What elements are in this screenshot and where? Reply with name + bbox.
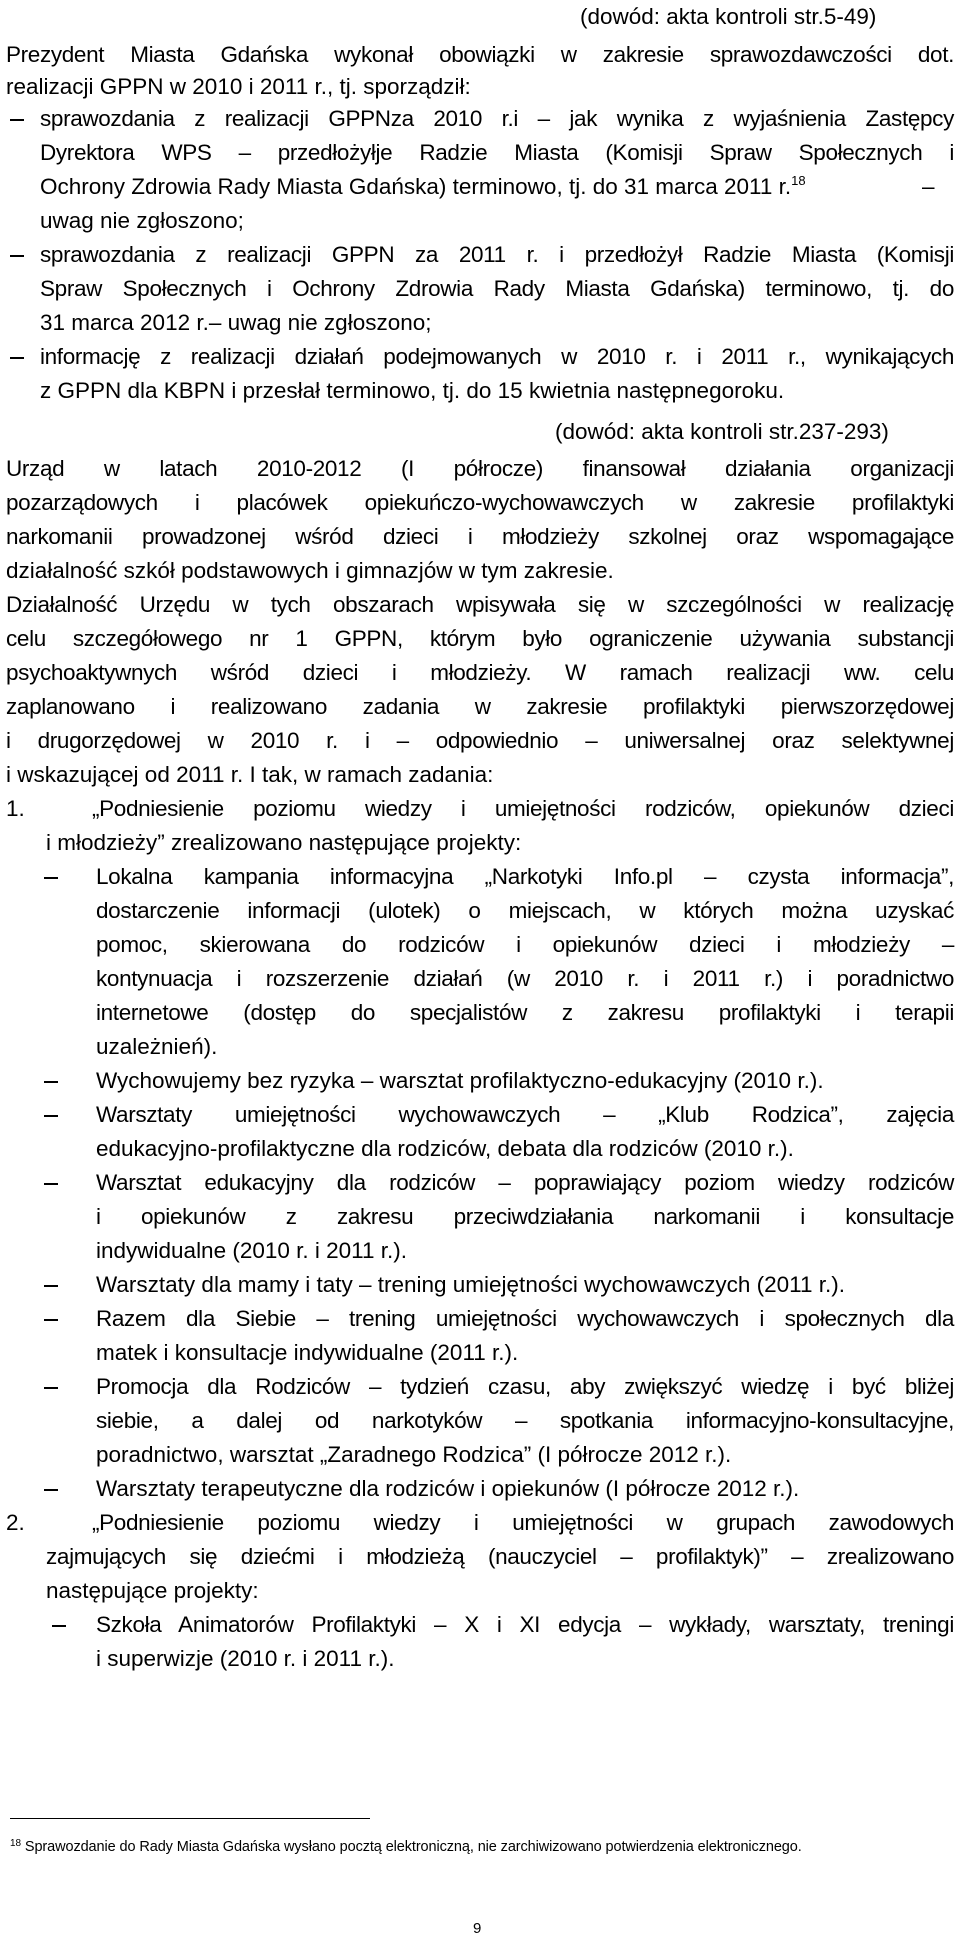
bullet-line: siebie, a dalej od narkotyków – spotkania informacyjno-konsultacyjne, [96, 1408, 954, 1433]
bullet-line: Warsztaty terapeutyczne dla rodziców i opiekunów (I półrocze 2012 r.). [96, 1476, 800, 1501]
bullet-line: Warsztat edukacyjny dla rodziców – poprawiający poziom wiedzy rodziców [96, 1170, 954, 1195]
footnote-separator [10, 1818, 370, 1819]
list-item-line: następujące projekty: [46, 1578, 259, 1603]
bullet-line: kontynuacja i rozszerzenie działań (w 2010 r. i 2011 r.) i poradnictwo [96, 966, 954, 991]
footnote-text: Sprawozdanie do Rady Miasta Gdańska wysłano pocztą elektroniczną, nie zarchiwizowano potwierdzenia elektronicznego. [24, 1839, 802, 1855]
dash-bullet [44, 1115, 58, 1117]
bullet-line: Warsztaty umiejętności wychowawczych – „Klub Rodzica”, zajęcia [96, 1102, 954, 1127]
list-item-line: zajmujących się dziećmi i młodzieżą (nauczyciel – profilaktyk)” – zrealizowano [46, 1544, 954, 1569]
list-item-line: i młodzieży” zrealizowano następujące projekty: [46, 830, 522, 855]
paragraph-line: psychoaktywnych wśród dzieci i młodzieży. W ramach realizacji ww. celu [6, 660, 954, 685]
evidence-reference: (dowód: akta kontroli str.237-293) [555, 419, 889, 444]
bullet-line: matek i konsultacje indywidualne (2011 r.). [96, 1340, 519, 1365]
bullet-line: sprawozdania z realizacji GPPN za 2011 r. i przedłożył Radzie Miasta (Komisji [40, 242, 954, 267]
bullet-line: Promocja dla Rodziców – tydzień czasu, aby zwiększyć wiedzę i być bliżej [96, 1374, 954, 1399]
paragraph-line: zaplanowano i realizowano zadania w zakresie profilaktyki pierwszorzędowej [6, 694, 954, 719]
intro-line: Prezydent Miasta Gdańska wykonał obowiązki w zakresie sprawozdawczości dot. [6, 42, 954, 67]
list-number: 1. [6, 796, 25, 821]
paragraph-line: i wskazującej od 2011 r. I tak, w ramach zadania: [6, 762, 494, 787]
dash-bullet [44, 1285, 58, 1287]
evidence-reference-top: (dowód: akta kontroli str.5-49) [580, 4, 877, 29]
bullet-line: Lokalna kampania informacyjna „Narkotyki Info.pl – czysta informacja”, [96, 864, 954, 889]
bullet-line: sprawozdania z realizacji GPPNza 2010 r.i – jak wynika z wyjaśnienia Zastępcy [40, 106, 954, 131]
bullet-line-tail: – [922, 174, 935, 199]
paragraph-line: działalność szkół podstawowych i gimnazjów w tym zakresie. [6, 558, 614, 583]
bullet-line: z GPPN dla KBPN i przesłał terminowo, tj. do 15 kwietnia następnegoroku. [40, 378, 785, 403]
bullet-line: indywidualne (2010 r. i 2011 r.). [96, 1238, 408, 1263]
list-number: 2. [6, 1510, 25, 1535]
paragraph-line: Urząd w latach 2010-2012 (I półrocze) finansował działania organizacji [6, 456, 954, 481]
paragraph-line: narkomanii prowadzonej wśród dzieci i młodzieży szkolnej oraz wspomagające [6, 524, 954, 549]
bullet-line: Razem dla Siebie – trening umiejętności wychowawczych i społecznych dla [96, 1306, 954, 1331]
list-item-line: „Podniesienie poziomu wiedzy i umiejętności w grupach zawodowych [92, 1510, 954, 1535]
bullet-line: edukacyjno-profilaktyczne dla rodziców, debata dla rodziców (2010 r.). [96, 1136, 794, 1161]
dash-bullet [10, 357, 24, 359]
intro-line: realizacji GPPN w 2010 i 2011 r., tj. sporządził: [6, 74, 471, 99]
bullet-line: informację z realizacji działań podejmowanych w 2010 r. i 2011 r., wynikających [40, 344, 954, 369]
footnote [10, 1834, 802, 1857]
dash-bullet [44, 1387, 58, 1389]
bullet-line: pomoc, skierowana do rodziców i opiekunów dzieci i młodzieży – [96, 932, 954, 957]
list-item-line: „Podniesienie poziomu wiedzy i umiejętności rodziców, opiekunów dzieci [92, 796, 954, 821]
bullet-line: poradnictwo, warsztat „Zaradnego Rodzica” (I półrocze 2012 r.). [96, 1442, 732, 1467]
paragraph-line: Działalność Urzędu w tych obszarach wpisywała się w szczególności w realizację [6, 592, 954, 617]
dash-bullet [10, 119, 24, 121]
bullet-line: Dyrektora WPS – przedłożyłje Radzie Miasta (Komisji Spraw Społecznych i [40, 140, 954, 165]
dash-bullet [44, 1183, 58, 1185]
paragraph-line: celu szczegółowego nr 1 GPPN, którym było ograniczenie używania substancji [6, 626, 954, 651]
bullet-line [40, 170, 806, 204]
dash-bullet [52, 1625, 66, 1627]
paragraph-line: i drugorzędowej w 2010 r. i – odpowiednio – uniwersalnej oraz selektywnej [6, 728, 954, 753]
bullet-line: Spraw Społecznych i Ochrony Zdrowia Rady Miasta Gdańska) terminowo, tj. do [40, 276, 954, 301]
bullet-line: uwag nie zgłoszono; [40, 208, 244, 233]
dash-bullet [44, 1081, 58, 1083]
bullet-line: dostarczenie informacji (ulotek) o miejscach, w których można uzyskać [96, 898, 954, 923]
dash-bullet [44, 877, 58, 879]
bullet-line: Wychowujemy bez ryzyka – warsztat profilaktyczno-edukacyjny (2010 r.). [96, 1068, 824, 1093]
bullet-line: Warsztaty dla mamy i taty – trening umiejętności wychowawczych (2011 r.). [96, 1272, 846, 1297]
paragraph-line: pozarządowych i placówek opiekuńczo-wychowawczych w zakresie profilaktyki [6, 490, 954, 515]
bullet-line: i superwizje (2010 r. i 2011 r.). [96, 1646, 395, 1671]
bullet-line: Szkoła Animatorów Profilaktyki – X i XI edycja – wykłady, warsztaty, treningi [96, 1612, 954, 1637]
dash-bullet [44, 1489, 58, 1491]
bullet-line: i opiekunów z zakresu przeciwdziałania narkomanii i konsultacje [96, 1204, 954, 1229]
page-number: 9 [473, 1920, 482, 1937]
footnote-reference: 18 [791, 173, 806, 188]
footnote-number: 18 [10, 1838, 21, 1849]
bullet-line: internetowe (dostęp do specjalistów z zakresu profilaktyki i terapii [96, 1000, 954, 1025]
bullet-line: uzależnień). [96, 1034, 218, 1059]
dash-bullet [44, 1319, 58, 1321]
dash-bullet [10, 255, 24, 257]
bullet-text: Ochrony Zdrowia Rady Miasta Gdańska) terminowo, tj. do 31 marca 2011 r. [40, 174, 792, 199]
bullet-line: 31 marca 2012 r.– uwag nie zgłoszono; [40, 310, 432, 335]
